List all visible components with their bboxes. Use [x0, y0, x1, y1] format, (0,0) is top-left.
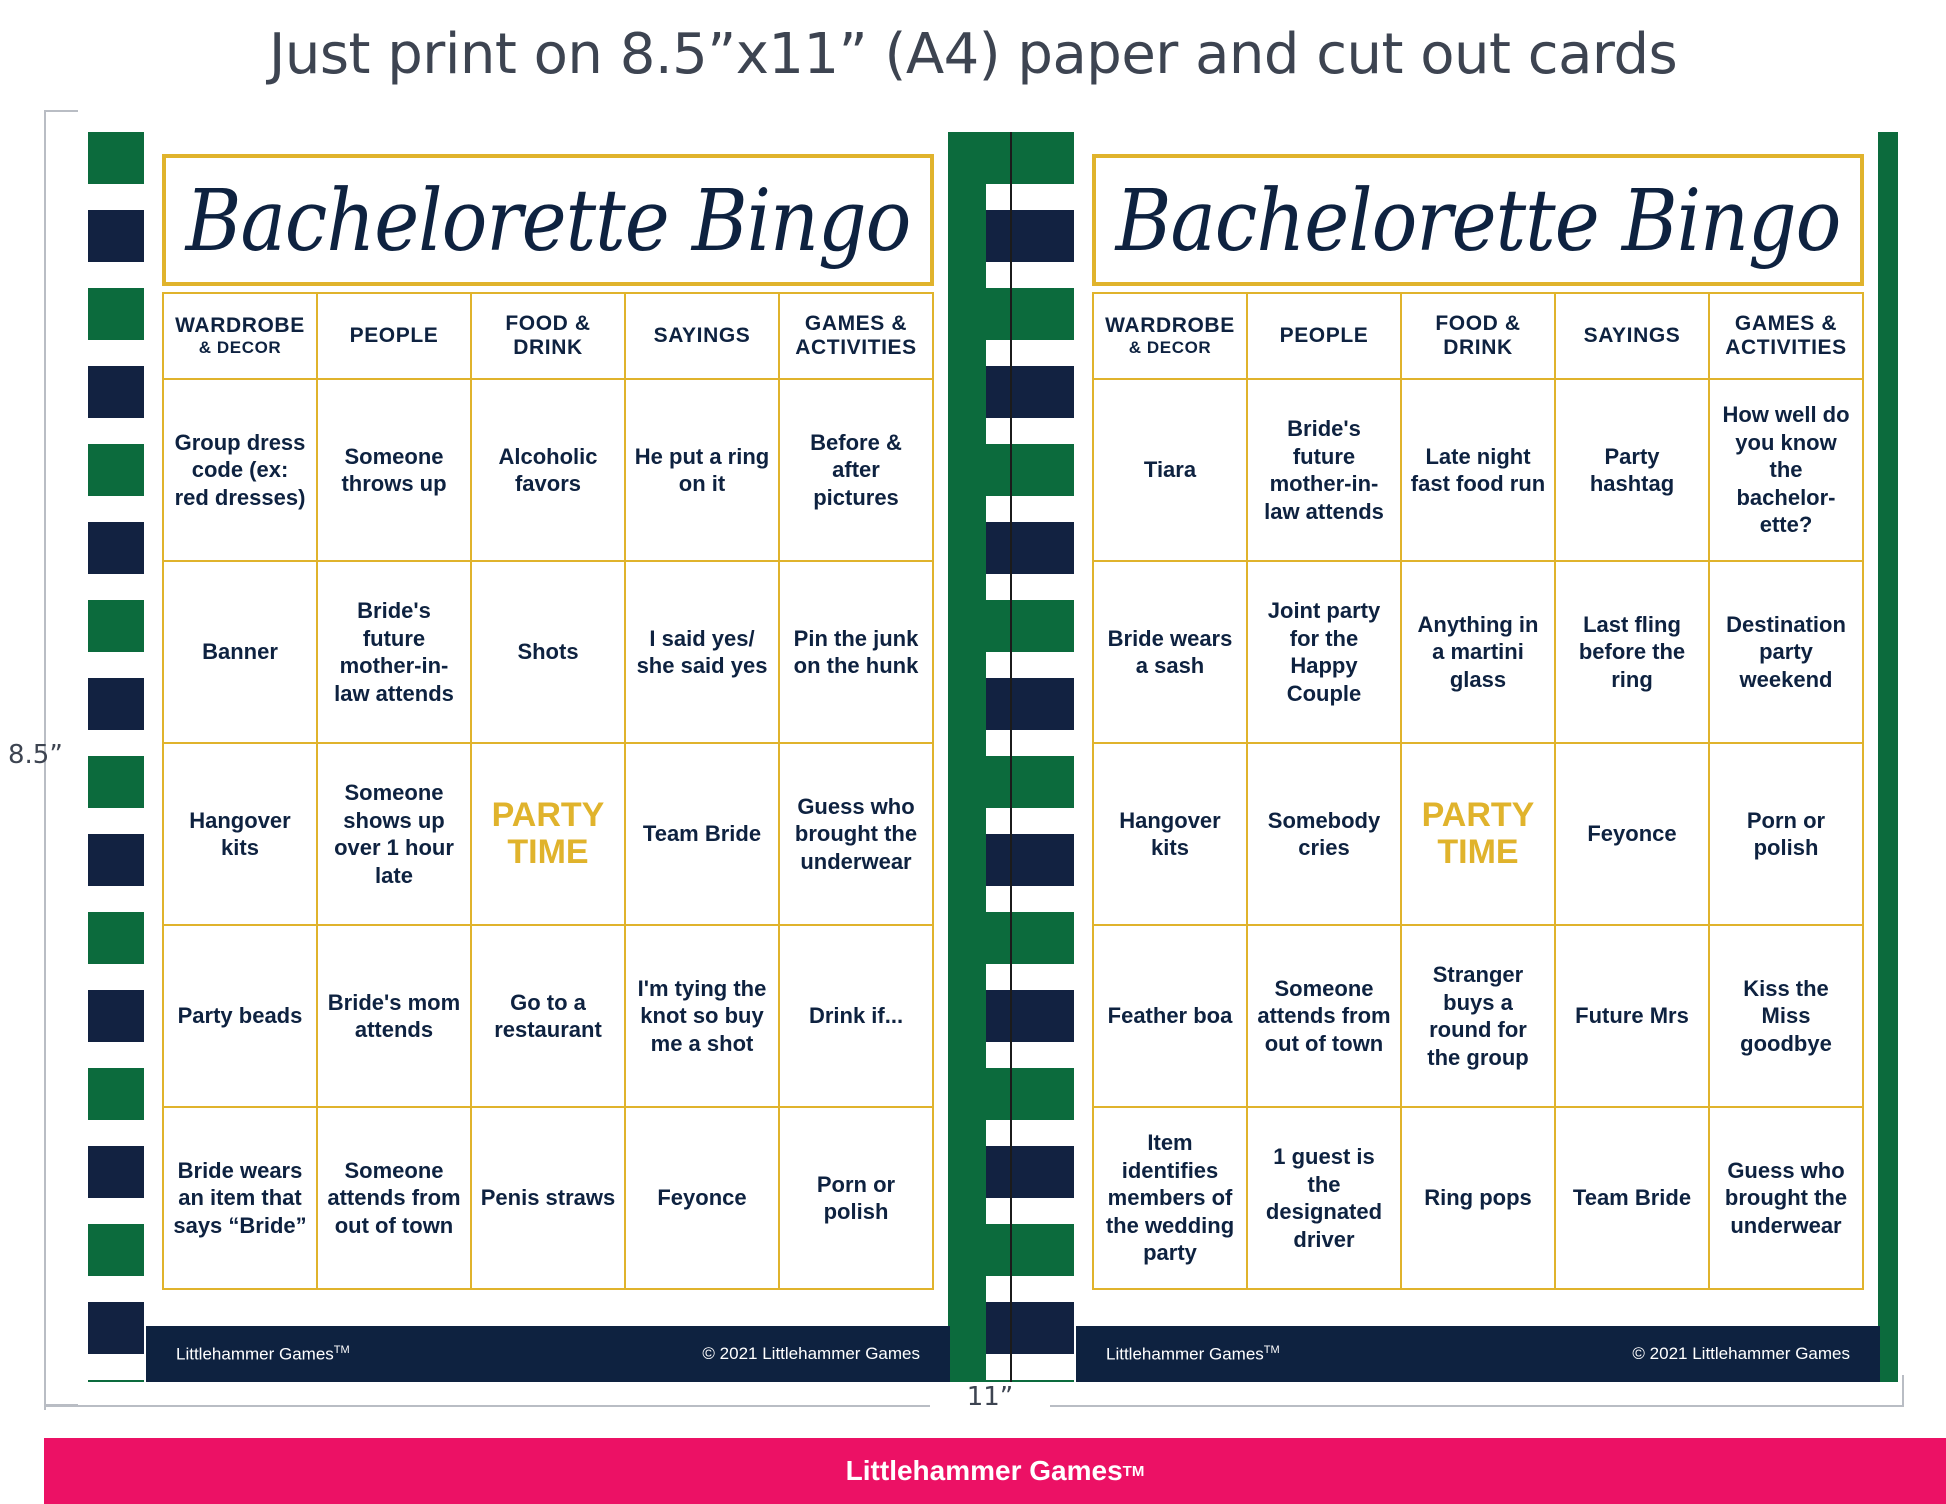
column-header-food-drink: FOOD & DRINK	[1401, 293, 1555, 379]
bingo-cell[interactable]: Alcoholic favors	[471, 379, 625, 561]
bingo-cell[interactable]: Bride's future mother-in-law attends	[1247, 379, 1401, 561]
bingo-row	[1093, 561, 1863, 743]
bingo-cell[interactable]: Guess who brought the underwear	[1709, 1107, 1863, 1289]
vertical-ruler-label: 8.5”	[8, 740, 63, 770]
left-edge-stripes	[88, 132, 106, 1382]
bingo-cell[interactable]: Item identifies members of the wedding party	[1093, 1107, 1247, 1289]
bingo-cell[interactable]: Feyonce	[625, 1107, 779, 1289]
bingo-cell[interactable]: Drink if...	[779, 925, 933, 1107]
card-right-title-plate	[1092, 154, 1864, 286]
bingo-cell[interactable]: Banner	[163, 561, 317, 743]
card-left-body	[144, 132, 948, 1382]
bingo-row	[1093, 925, 1863, 1107]
bingo-cell[interactable]: He put a ring on it	[625, 379, 779, 561]
page-title: Just print on 8.5”x11” (A4) paper and cut out cards	[268, 22, 1678, 87]
column-header-people: PEOPLE	[317, 293, 471, 379]
bingo-cell[interactable]: How well do you know the bachelor-ette?	[1709, 379, 1863, 561]
bingo-cell[interactable]: Porn or polish	[1709, 743, 1863, 925]
bingo-cell[interactable]: Team Bride	[625, 743, 779, 925]
bingo-cell[interactable]: Pin the junk on the hunk	[779, 561, 933, 743]
footer-brand: Littlehammer Games™	[1106, 1343, 1280, 1364]
bingo-free-space[interactable]: PARTY TIME	[1401, 743, 1555, 925]
column-header-food-drink: FOOD & DRINK	[471, 293, 625, 379]
column-header-people: PEOPLE	[1247, 293, 1401, 379]
bingo-cell[interactable]: 1 guest is the designated driver	[1247, 1107, 1401, 1289]
footer-copyright: © 2021 Littlehammer Games	[702, 1344, 920, 1363]
bingo-row	[1093, 1107, 1863, 1289]
bingo-cell[interactable]: Guess who brought the underwear	[779, 743, 933, 925]
column-header-games-activities: GAMES & ACTIVITIES	[779, 293, 933, 379]
bingo-free-space[interactable]: PARTY TIME	[471, 743, 625, 925]
bingo-header-row	[163, 293, 933, 379]
bingo-cell[interactable]: Destination party weekend	[1709, 561, 1863, 743]
bingo-row	[163, 925, 933, 1107]
bingo-cell[interactable]: Someone shows up over 1 hour late	[317, 743, 471, 925]
bingo-row	[163, 1107, 933, 1289]
card-left-footer	[146, 1326, 950, 1382]
bingo-grid-right	[1092, 292, 1864, 1290]
footer-brand: Littlehammer Games™	[176, 1343, 350, 1364]
bingo-header-row	[1093, 293, 1863, 379]
bingo-cell[interactable]: Group dress code (ex: red dresses)	[163, 379, 317, 561]
card-title: Bachelorette Bingo	[185, 170, 911, 270]
brand-tm: TM	[1122, 1462, 1145, 1480]
bingo-grid-left	[162, 292, 934, 1290]
bingo-cell[interactable]: Team Bride	[1555, 1107, 1709, 1289]
vertical-ruler-top-tick	[44, 110, 78, 112]
bingo-cell[interactable]: Last fling before the ring	[1555, 561, 1709, 743]
bingo-row	[163, 561, 933, 743]
card-title: Bachelorette Bingo	[1115, 170, 1841, 270]
cut-gutter	[986, 132, 1036, 1382]
column-header-games-activities: GAMES & ACTIVITIES	[1709, 293, 1863, 379]
column-header-wardrobe: WARDROBE & DECOR	[1093, 293, 1247, 379]
bingo-cell[interactable]: Feather boa	[1093, 925, 1247, 1107]
bingo-cell[interactable]: Stranger buys a round for the group	[1401, 925, 1555, 1107]
column-header-sayings: SAYINGS	[625, 293, 779, 379]
cut-line	[1010, 132, 1012, 1382]
bingo-cell[interactable]: Ring pops	[1401, 1107, 1555, 1289]
column-header-sayings: SAYINGS	[1555, 293, 1709, 379]
card-right-body	[1074, 132, 1878, 1382]
column-header-wardrobe: WARDROBE & DECOR	[163, 293, 317, 379]
brand-name: Littlehammer Games	[845, 1455, 1123, 1486]
bingo-cell[interactable]: Someone throws up	[317, 379, 471, 561]
horizontal-ruler-label: 11”	[930, 1382, 1050, 1412]
card-left-stripes	[106, 132, 144, 1382]
bingo-row	[163, 743, 933, 925]
printable-sheet	[88, 132, 1898, 1382]
card-right	[1036, 132, 1916, 1382]
bingo-row	[163, 379, 933, 561]
bingo-row	[1093, 743, 1863, 925]
bingo-cell[interactable]: Joint party for the Happy Couple	[1247, 561, 1401, 743]
bingo-cell[interactable]: I said yes/ she said yes	[625, 561, 779, 743]
bingo-cell[interactable]: Feyonce	[1555, 743, 1709, 925]
bingo-cell[interactable]: Somebody cries	[1247, 743, 1401, 925]
bingo-cell[interactable]: Someone attends from out of town	[1247, 925, 1401, 1107]
bingo-cell[interactable]: Tiara	[1093, 379, 1247, 561]
bingo-cell[interactable]: Shots	[471, 561, 625, 743]
bingo-cell[interactable]: Anything in a martini glass	[1401, 561, 1555, 743]
bingo-cell[interactable]: Hangover kits	[1093, 743, 1247, 925]
brand-bar	[44, 1438, 1946, 1504]
bingo-cell[interactable]: Party beads	[163, 925, 317, 1107]
bingo-cell[interactable]: Party hashtag	[1555, 379, 1709, 561]
card-right-stripes	[1036, 132, 1074, 1382]
bingo-cell[interactable]: Someone attends from out of town	[317, 1107, 471, 1289]
bingo-cell[interactable]: Late night fast food run	[1401, 379, 1555, 561]
horizontal-ruler-left-tick	[44, 1375, 46, 1407]
card-left-title-plate	[162, 154, 934, 286]
bingo-cell[interactable]: Kiss the Miss goodbye	[1709, 925, 1863, 1107]
bingo-cell[interactable]: Penis straws	[471, 1107, 625, 1289]
card-right-footer	[1076, 1326, 1880, 1382]
bingo-row	[1093, 379, 1863, 561]
bingo-cell[interactable]: Before & after pictures	[779, 379, 933, 561]
bingo-cell[interactable]: Go to a restaurant	[471, 925, 625, 1107]
bingo-cell[interactable]: Porn or polish	[779, 1107, 933, 1289]
bingo-cell[interactable]: Bride's mom attends	[317, 925, 471, 1107]
card-left	[106, 132, 986, 1382]
bingo-cell[interactable]: Bride's future mother-in-law attends	[317, 561, 471, 743]
bingo-cell[interactable]: I'm tying the knot so buy me a shot	[625, 925, 779, 1107]
bingo-cell[interactable]: Bride wears an item that says “Bride”	[163, 1107, 317, 1289]
bingo-cell[interactable]: Hangover kits	[163, 743, 317, 925]
bingo-cell[interactable]: Future Mrs	[1555, 925, 1709, 1107]
bingo-cell[interactable]: Bride wears a sash	[1093, 561, 1247, 743]
footer-copyright: © 2021 Littlehammer Games	[1632, 1344, 1850, 1363]
